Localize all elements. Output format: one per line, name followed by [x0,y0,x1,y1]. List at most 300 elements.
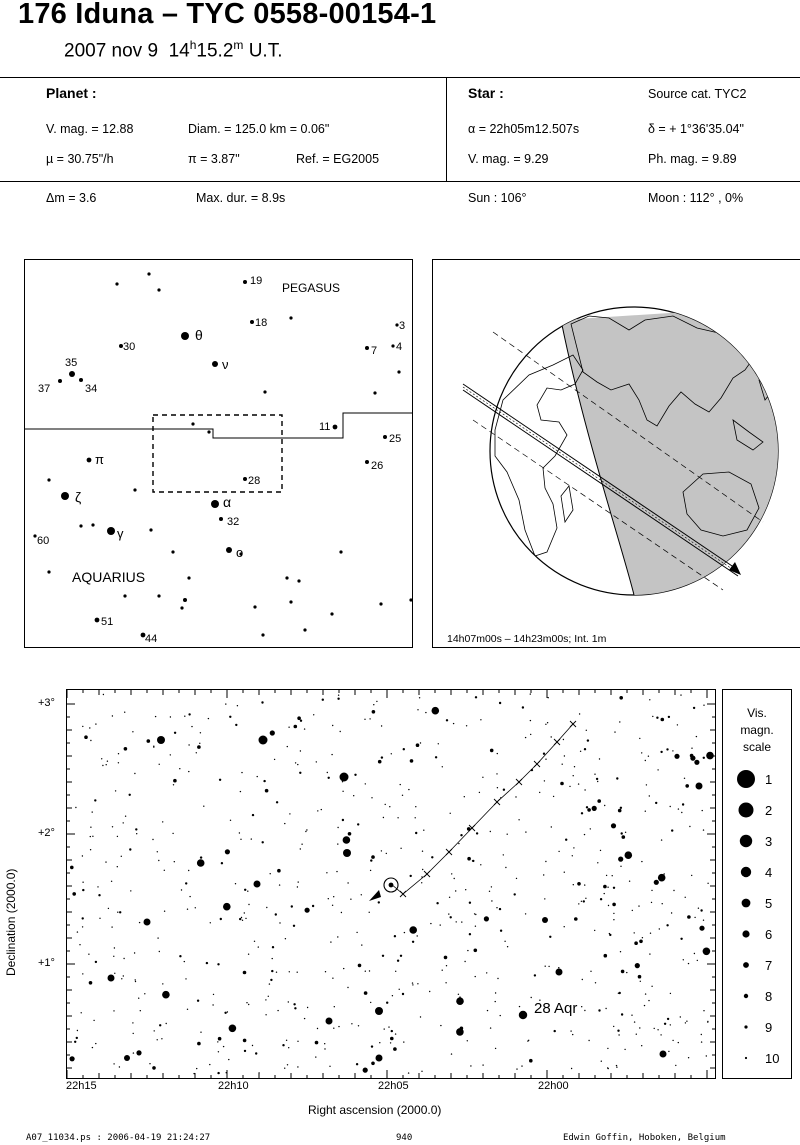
event-hour: 14 [168,40,190,62]
chart-star-549 [369,970,370,971]
chart-star-160 [157,1039,158,1040]
chart-star-67 [82,926,83,927]
chart-star-222 [217,1072,219,1074]
chart-star-221 [440,924,441,925]
finder-star-48 [253,605,256,608]
chart-star-695 [235,883,236,884]
chart-star-263 [574,917,578,921]
star-source-catalog: Source cat. TYC2 [648,87,747,101]
chart-star-689 [592,806,597,811]
chart-star-394 [446,965,447,966]
chart-star-536 [500,930,502,932]
chart-star-114 [618,1034,619,1035]
chart-star-634 [332,978,333,979]
finder-label-60: 60 [37,535,50,547]
chart-star-305 [613,887,615,889]
chart-star-661 [123,975,124,976]
chart-star-91 [70,1056,75,1061]
finder-star-51 [79,524,82,527]
chart-star-370 [655,802,657,804]
planet-reference: Ref. = EG2005 [296,152,380,166]
scale-dot-2 [739,803,754,818]
chart-star-212 [162,983,163,984]
chart-star-483 [200,732,201,733]
chart-star-237 [497,753,498,754]
chart-star-593 [251,838,252,839]
chart-star-294 [594,930,595,931]
star-28-aqr [519,1011,527,1019]
chart-star-286 [516,878,517,879]
chart-star-123 [608,905,609,906]
chart-star-206 [624,1049,625,1050]
chart-star-614 [408,1072,409,1073]
chart-star-255 [152,839,153,840]
chart-star-172 [620,807,622,809]
chart-star-38 [185,978,186,979]
chart-star-545 [584,834,585,835]
chart-star-369 [327,772,328,773]
chart-star-651 [170,754,171,755]
chart-star-609 [337,698,339,700]
globe-time-caption: 14h07m00s – 14h23m00s; Int. 1m [447,633,607,645]
chart-star-327 [300,750,301,751]
chart-star-270 [578,903,579,904]
chart-star-364 [464,796,465,797]
chart-star-484 [621,832,623,834]
chart-star-129 [228,1059,229,1060]
chart-star-647 [129,848,131,850]
chart-star-644 [184,716,185,717]
chart-star-173 [200,1032,201,1033]
chart-star-587 [103,694,104,695]
chart-bright-star-8 [376,1055,383,1062]
chart-star-253 [297,972,298,973]
chart-star-458 [688,1057,689,1058]
chart-star-581 [629,881,630,882]
chart-star-143 [370,859,372,861]
chart-star-311 [422,851,423,852]
chart-star-468 [133,1033,134,1034]
finder-label-11: 11 [319,421,331,433]
finder-star-49 [303,628,306,631]
chart-star-279 [304,1018,305,1019]
chart-star-594 [270,873,271,874]
chart-star-511 [410,875,412,877]
chart-star-213 [258,946,259,947]
chart-star-170 [652,716,653,717]
chart-star-297 [334,1006,335,1007]
chart-star-64 [135,979,136,980]
chart-star-39 [74,1041,76,1043]
chart-star-177 [586,806,588,808]
chart-star-338 [288,727,289,728]
chart-star-15 [268,996,269,997]
chart-star-707 [507,946,508,947]
chart-star-697 [415,832,417,834]
chart-star-513 [287,746,288,747]
chart-star-519 [650,933,651,934]
finder-label-gamma: γ [117,526,124,541]
chart-star-158 [92,836,93,837]
chart-star-281 [399,989,400,990]
chart-star-106 [108,908,109,909]
chart-star-693 [587,808,591,812]
chart-star-404 [577,882,581,886]
chart-star-331 [530,720,531,721]
chart-star-262 [92,811,93,812]
x-tick-22h10: 22h10 [218,1080,249,1092]
finder-star-4 [250,320,254,324]
chart-star-75 [573,775,574,776]
chart-star-392 [371,1045,373,1047]
chart-star-306 [465,889,466,890]
chart-star-492 [689,826,690,827]
chart-star-133 [687,915,691,919]
finder-star-38 [180,606,183,609]
chart-star-210 [312,905,314,907]
chart-star-215 [139,922,140,923]
chart-star-308 [301,844,302,845]
chart-star-225 [613,919,614,920]
chart-star-72 [701,1034,702,1035]
info-divider [446,77,447,181]
finder-star-3 [115,282,118,285]
chart-star-42 [89,981,93,985]
chart-star-245 [350,899,351,900]
chart-star-715 [645,811,646,812]
chart-star-121 [397,960,399,962]
chart-star-444 [525,737,526,738]
chart-star-322 [611,823,616,828]
chart-star-640 [658,874,666,882]
chart-star-169 [490,749,494,753]
chart-star-96 [482,777,483,778]
chart-star-455 [77,1030,78,1031]
chart-star-559 [343,836,351,844]
chart-star-383 [325,971,326,972]
finder-star-14 [79,378,83,382]
chart-star-137 [460,834,462,836]
finder-star-16 [373,391,376,394]
chart-star-246 [420,1016,421,1017]
chart-star-467 [271,970,273,972]
chart-star-509 [415,806,416,807]
chart-star-113 [639,1027,640,1028]
chart-star-303 [338,695,339,696]
chart-star-439 [581,901,582,902]
chart-star-516 [221,862,223,864]
finder-label-34: 34 [85,383,98,395]
finder-star-12 [69,371,75,377]
chart-star-74 [179,955,181,957]
chart-star-456 [389,806,390,807]
chart-star-540 [263,780,265,782]
chart-star-668 [670,806,671,807]
chart-star-471 [291,905,293,907]
chart-star-703 [82,889,84,891]
label-28-aqr: 28 Aqr [534,1000,578,1017]
finder-star-6 [181,332,189,340]
chart-star-477 [467,857,471,861]
chart-star-299 [662,903,663,904]
chart-star-97 [114,973,115,974]
chart-star-639 [400,784,401,785]
chart-bright-star-1 [259,736,268,745]
finder-star-18 [191,422,194,425]
chart-star-494 [369,912,370,913]
chart-star-381 [324,1048,325,1049]
chart-star-203 [336,871,337,872]
chart-star-25 [562,764,563,765]
finder-label-4: 4 [396,341,403,353]
chart-star-447 [354,774,356,776]
chart-star-350 [230,820,231,821]
chart-star-176 [152,1066,156,1070]
chart-star-340 [247,891,248,892]
chart-star-92 [475,976,476,977]
chart-star-205 [240,791,241,792]
chart-star-193 [338,1026,339,1027]
finder-label-zeta: ζ [75,489,82,505]
chart-star-646 [117,912,118,913]
chart-star-402 [82,726,83,727]
chart-star-506 [111,881,112,882]
chart-star-445 [395,971,396,972]
chart-star-61 [410,759,414,763]
chart-star-309 [599,758,600,759]
chart-star-560 [381,850,382,851]
chart-star-622 [219,779,221,781]
chart-star-227 [386,853,387,854]
chart-star-533 [248,904,249,905]
chart-star-147 [549,936,551,938]
chart-star-687 [328,777,330,779]
chart-star-655 [328,898,329,899]
chart-star-252 [573,847,574,848]
path-arrow-head [369,890,381,901]
chart-star-538 [390,1037,394,1041]
chart-star-136 [88,954,89,955]
chart-star-12 [351,1023,352,1024]
chart-star-87 [265,1014,266,1015]
chart-star-219 [626,972,627,973]
chart-star-662 [580,751,581,752]
chart-star-235 [106,764,107,765]
finder-star-31 [226,547,232,553]
chart-star-43 [364,719,365,720]
chart-star-409 [703,705,704,706]
chart-star-442 [590,828,591,829]
chart-star-140 [702,810,703,811]
finder-star-1 [147,272,150,275]
chart-star-531 [270,730,275,735]
chart-star-7 [582,979,583,980]
chart-star-702 [499,908,501,910]
chart-star-199 [304,728,305,729]
chart-star-606 [358,964,362,968]
finder-star-35 [47,570,50,573]
chart-star-626 [409,926,417,934]
chart-star-504 [289,971,290,972]
chart-star-503 [265,999,266,1000]
chart-star-716 [421,1071,422,1072]
chart-star-561 [600,850,601,851]
asteroid-path [391,724,573,894]
chart-star-236 [162,991,170,999]
chart-star-479 [480,719,481,720]
chart-star-292 [484,916,489,921]
finder-star-52 [149,528,152,531]
chart-star-495 [188,744,189,745]
chart-star-192 [223,903,231,911]
finder-star-24 [133,488,136,491]
star-chart [66,689,716,1079]
chart-star-378 [419,697,420,698]
chart-star-110 [173,784,174,785]
chart-star-520 [379,1042,380,1043]
chart-star-341 [347,987,348,988]
chart-star-685 [518,819,519,820]
chart-star-366 [680,694,681,695]
globe-panel [432,259,800,648]
chart-star-314 [369,718,370,719]
chart-star-448 [317,1028,318,1029]
chart-star-584 [197,859,205,867]
chart-star-517 [458,843,459,844]
chart-star-386 [378,901,380,903]
chart-star-79 [118,753,119,754]
chart-bright-star-9 [696,783,703,790]
chart-star-363 [101,758,102,759]
chart-star-608 [490,831,491,832]
chart-star-354 [135,828,137,830]
chart-star-649 [161,1038,162,1039]
chart-star-56 [157,851,158,852]
finder-label-30: 30 [123,341,136,353]
chart-star-416 [620,951,621,952]
chart-star-6 [134,952,135,953]
chart-star-90 [450,813,451,814]
chart-star-675 [272,946,274,948]
scale-dot-4 [741,867,751,877]
finder-star-39 [285,576,288,579]
chart-star-280 [551,736,552,737]
footer-file: A07_11034.ps : 2006-04-19 21:24:27 [26,1133,211,1143]
chart-star-247 [95,961,97,963]
chart-star-380 [685,1022,686,1023]
chart-star-142 [614,731,615,732]
chart-star-321 [707,1021,708,1022]
chart-star-580 [297,1041,298,1042]
chart-star-268 [570,1030,571,1031]
chart-star-264 [619,721,620,722]
chart-star-678 [282,1044,284,1046]
chart-star-635 [651,890,652,891]
chart-star-59 [564,755,565,756]
chart-star-717 [476,832,478,834]
scale-label-6: 6 [765,927,773,942]
chart-star-462 [543,753,545,755]
chart-star-428 [491,886,492,887]
chart-star-508 [638,905,639,906]
star-heading: Star : [468,85,504,101]
planet-heading: Planet : [46,85,97,101]
chart-star-709 [245,918,246,919]
chart-star-421 [594,774,595,775]
chart-star-120 [117,836,118,837]
chart-star-104 [572,1034,573,1035]
chart-star-138 [404,932,405,933]
chart-star-482 [72,892,76,896]
finder-label-3: 3 [399,320,406,332]
chart-star-63 [164,911,165,912]
chart-star-565 [514,893,516,895]
planet-vmag: V. mag. = 12.88 [46,122,134,136]
chart-star-446 [425,712,426,713]
scale-label-8: 8 [765,989,773,1004]
chart-star-569 [356,1063,358,1065]
chart-star-242 [657,1029,658,1030]
chart-star-175 [262,841,264,843]
chart-star-357 [255,1052,257,1054]
chart-star-82 [670,993,671,994]
chart-star-656 [117,866,118,867]
chart-star-566 [519,1006,520,1007]
finder-star-37 [183,598,187,602]
chart-star-666 [444,956,448,960]
chart-star-145 [239,832,240,833]
chart-star-682 [203,806,204,807]
chart-star-629 [125,816,126,817]
scale-dot-5 [742,899,751,908]
chart-star-352 [397,817,398,818]
chart-star-293 [495,1001,496,1002]
chart-star-355 [333,896,334,897]
chart-star-324 [333,1028,334,1029]
chart-star-287 [625,832,626,833]
chart-star-544 [660,1034,661,1035]
chart-star-116 [206,962,208,964]
chart-star-534 [174,732,176,734]
chart-star-529 [635,963,640,968]
chart-star-418 [703,757,705,759]
chart-star-474 [220,918,222,920]
chart-star-574 [285,938,286,939]
finder-label-26: 26 [371,460,384,472]
chart-star-260 [435,756,437,758]
finder-label-28: 28 [248,475,261,487]
chart-star-319 [121,856,122,857]
chart-star-625 [287,1064,288,1065]
chart-star-18 [495,992,496,993]
chart-star-31 [210,922,211,923]
finder-star-46 [261,633,264,636]
chart-star-674 [383,817,384,818]
chart-star-184 [440,1025,441,1026]
chart-star-10 [329,1066,330,1067]
finder-star-43 [409,598,412,601]
chart-star-95 [324,1043,325,1044]
chart-star-430 [241,917,242,918]
chart-star-573 [159,1024,161,1026]
chart-star-393 [123,958,124,959]
chart-star-452 [525,831,526,832]
chart-star-433 [529,1059,533,1063]
chart-star-683 [659,928,660,929]
finder-star-26 [61,492,69,500]
chart-star-624 [82,917,84,919]
chart-star-599 [162,821,163,822]
